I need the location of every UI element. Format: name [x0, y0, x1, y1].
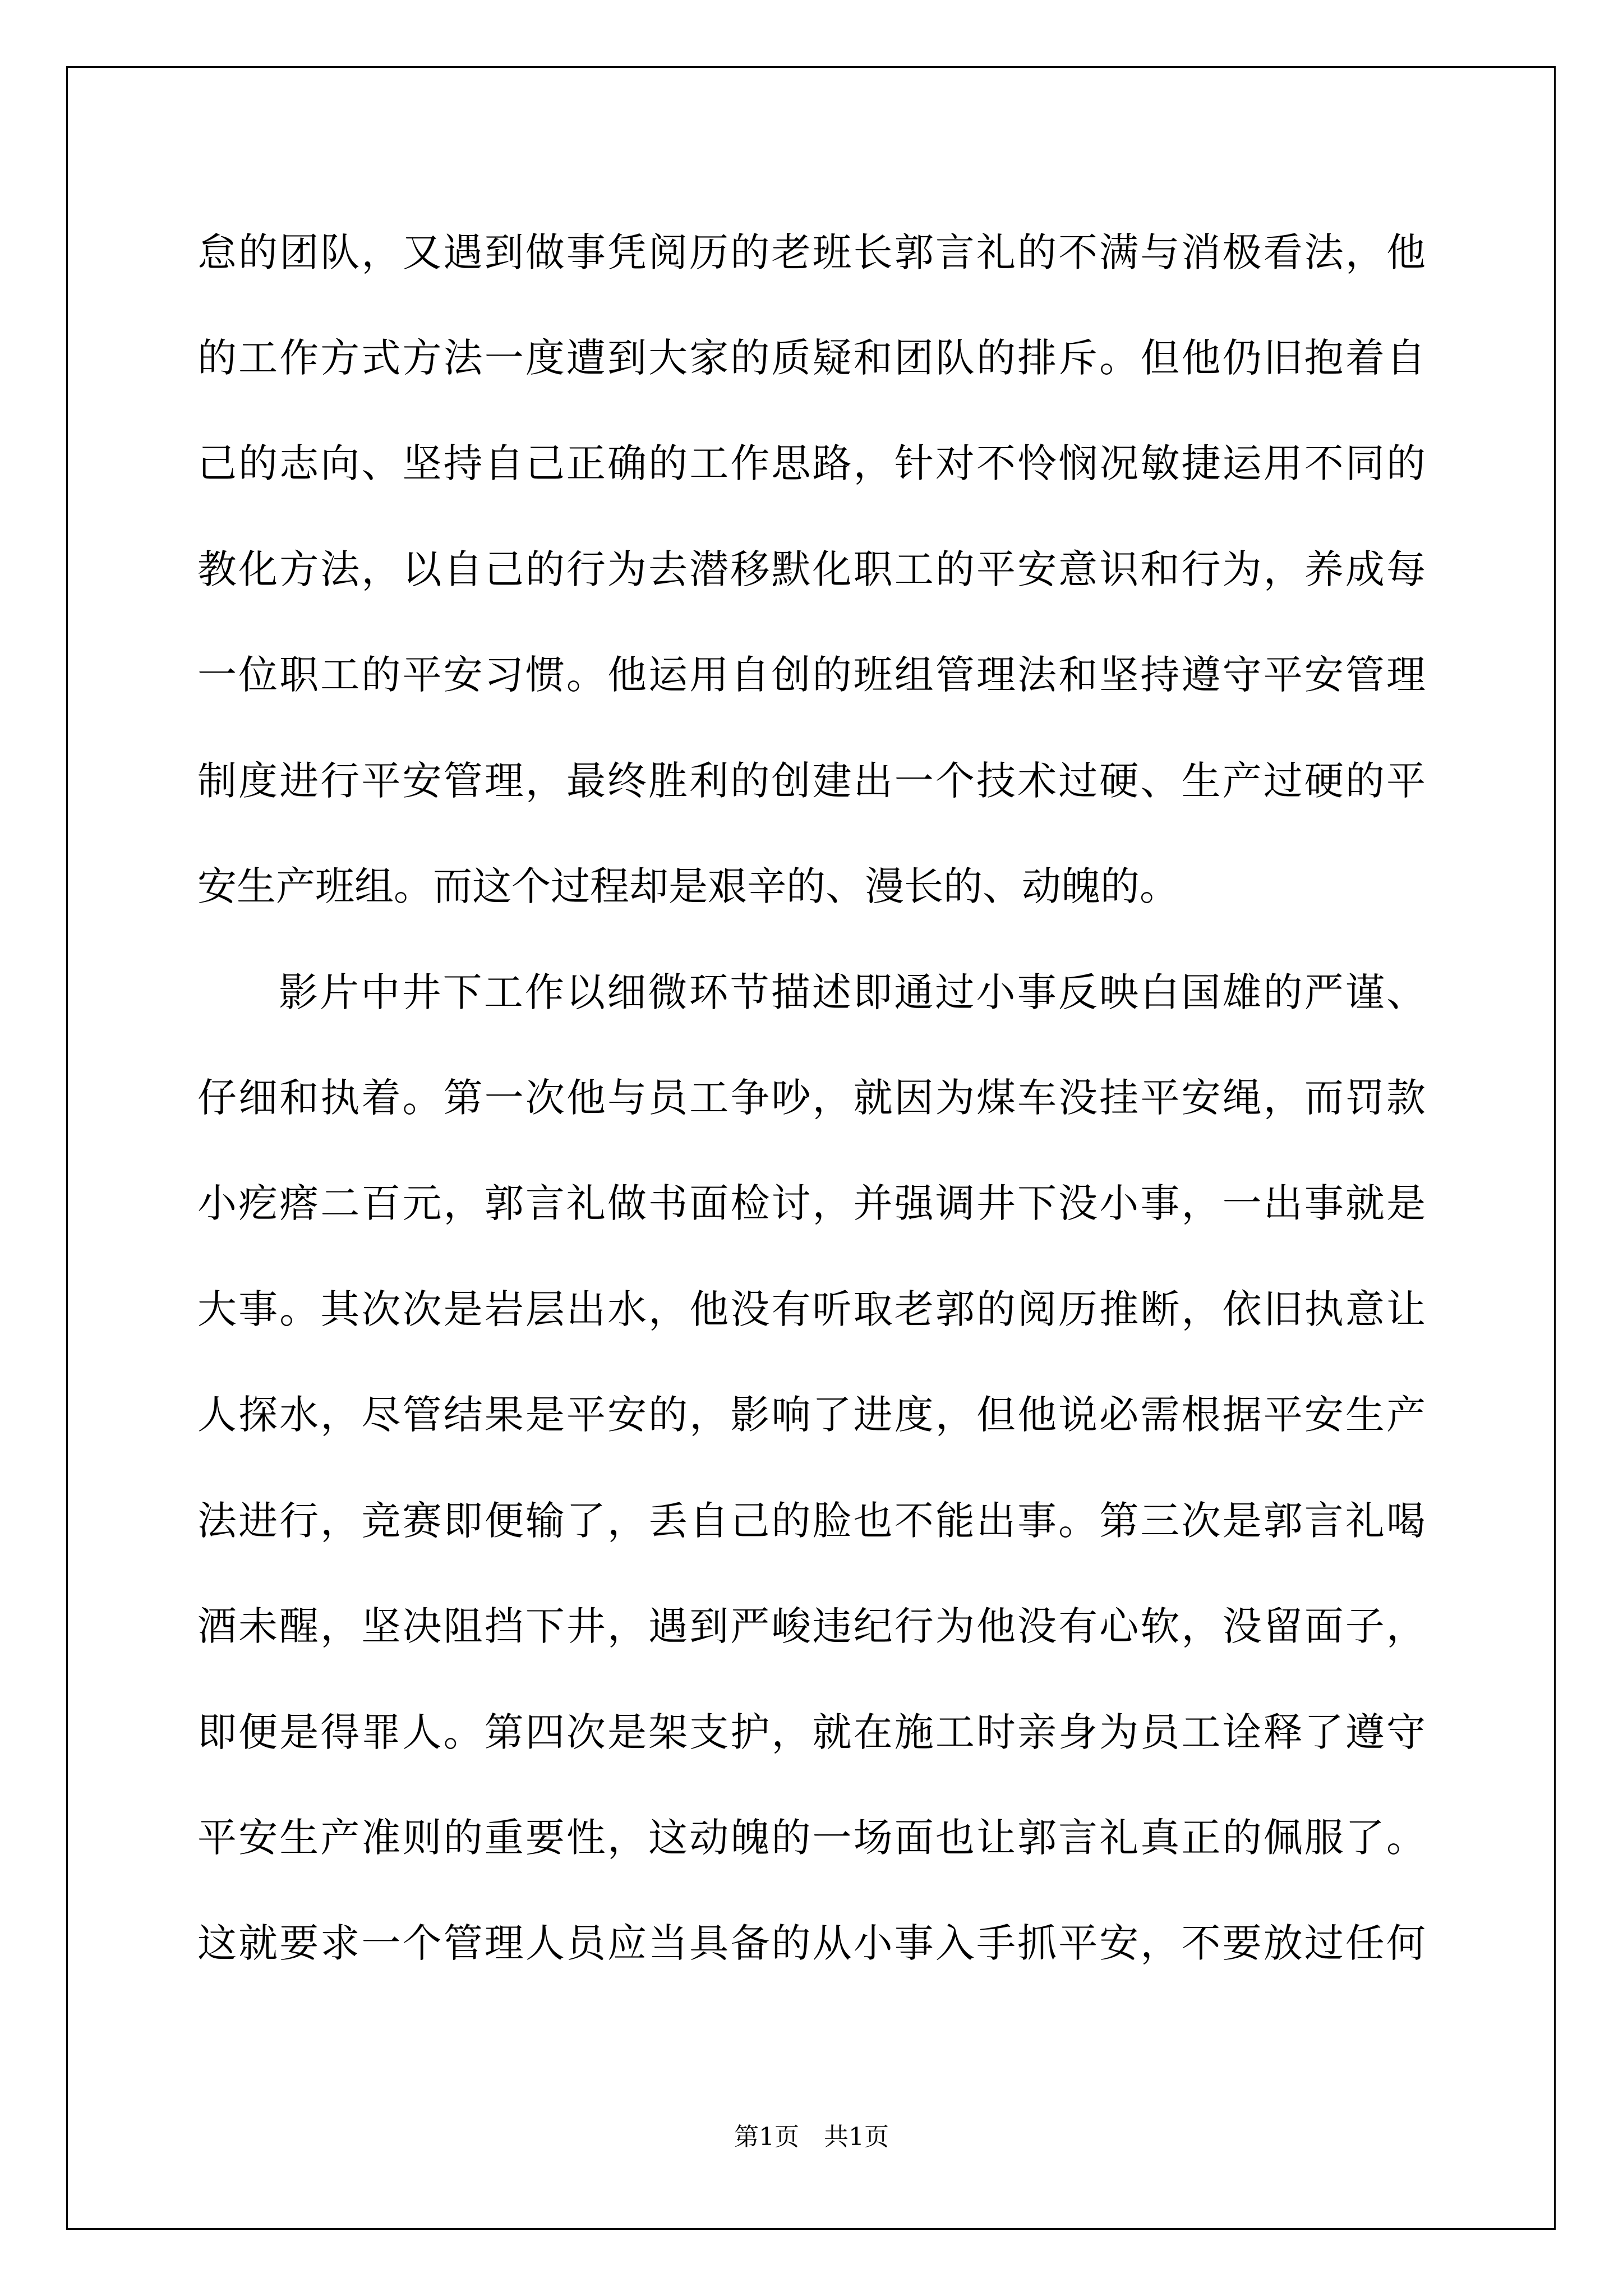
- text-line: 安生产班组。而这个过程却是艰辛的、漫长的、动魄的。: [197, 863, 1179, 909]
- paragraph-first-line: 影片中井下工作以细微环节描述即通过小事反映白国雄的严谨、: [279, 969, 1426, 1015]
- text-line: 的工作方式方法一度遭到大家的质疑和团队的排斥。但他仍旧抱着自: [197, 335, 1426, 381]
- page-border: [66, 66, 1556, 2230]
- text-line: 即便是得罪人。第四次是架支护，就在施工时亲身为员工诠释了遵守: [197, 1709, 1426, 1755]
- text-line: 人探水，尽管结果是平安的，影响了进度，但他说必需根据平安生产: [197, 1392, 1426, 1438]
- text-line: 教化方法，以自己的行为去潜移默化职工的平安意识和行为，养成每: [197, 546, 1426, 592]
- text-line: 小疙瘩二百元，郭言礼做书面检讨，并强调井下没小事，一出事就是: [197, 1180, 1426, 1226]
- text-line: 大事。其次次是岩层出水，他没有听取老郭的阅历推断，依旧执意让: [197, 1286, 1426, 1332]
- text-line: 仔细和执着。第一次他与员工争吵，就因为煤车没挂平安绳，而罚款: [197, 1075, 1426, 1121]
- text-line: 平安生产准则的重要性，这动魄的一场面也让郭言礼真正的佩服了。: [197, 1815, 1426, 1861]
- text-line: 己的志向、坚持自己正确的工作思路，针对不怜悯况敏捷运用不同的: [197, 440, 1426, 486]
- text-line: 这就要求一个管理人员应当具备的从小事入手抓平安，不要放过任何: [197, 1920, 1426, 1966]
- text-line: 酒未醒，坚决阻挡下井，遇到严峻违纪行为他没有心软，没留面子，: [197, 1603, 1426, 1649]
- text-line: 法进行，竞赛即便输了，丢自己的脸也不能出事。第三次是郭言礼喝: [197, 1498, 1426, 1544]
- text-line: 制度进行平安管理，最终胜利的创建出一个技术过硬、生产过硬的平: [197, 758, 1426, 804]
- text-line: 怠的团队，又遇到做事凭阅历的老班长郭言礼的不满与消极看法，他: [197, 229, 1426, 275]
- text-line: 一位职工的平安习惯。他运用自创的班组管理法和坚持遵守平安管理: [197, 652, 1426, 698]
- page-number-footer: 第1页 共1页: [734, 2123, 889, 2151]
